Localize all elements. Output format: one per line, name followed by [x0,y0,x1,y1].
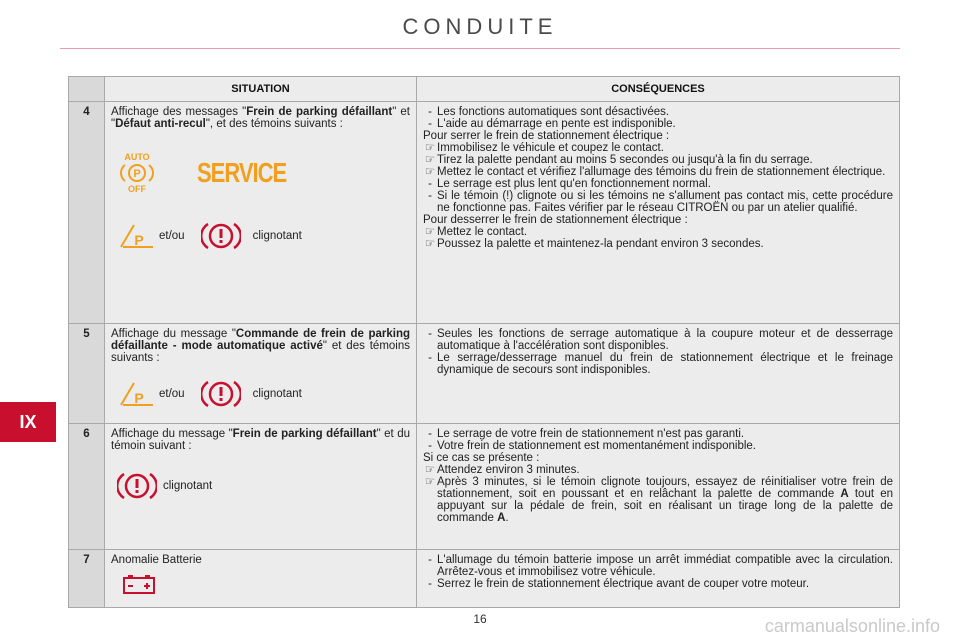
situation-cell [105,102,417,324]
table-row [69,324,900,424]
blinking-label: clignotant [252,388,302,400]
svg-text:P: P [134,390,144,406]
arrow-icon: ☞ [424,238,436,250]
list-item: - Les fonctions automatiques sont désactivées. [428,106,670,118]
warning-icons-row [117,470,410,502]
list-item: - Serrez le frein de stationnement électrique avant de couper votre moteur. [428,578,810,590]
title-divider [60,48,900,49]
auto-parking-brake-icon: AUTO P OFF [119,152,155,194]
blinking-label: clignotant [252,230,302,242]
row-number: 7 [69,550,105,608]
warning-icons-row [119,152,410,194]
list-item: ☞ Immobilisez le véhicule et coupez le contact. [424,142,664,154]
battery-icon [123,574,410,594]
svg-text:P: P [134,232,144,248]
brake-warning-icon [201,378,241,410]
situation-text: Affichage du message "Frein de parking défaillant" et du témoin suivant : [111,428,410,452]
list-item: - Si le témoin (!) clignote ou si les témoins ne s'allument pas contact mis, cette procédure ne fonctionne pas. Faites vérifier par le réseau CITROËN ou par un atelier qualifié. [428,190,893,214]
blinking-label: clignotant [163,480,213,492]
table-row [69,550,900,608]
sub-heading: Pour desserrer le frein de stationnement électrique : [423,214,688,226]
list-item: - Seules les fonctions de serrage automatique à la coupure moteur et de desserrage automatique à l'accélération sont disponibles. [428,328,893,352]
parking-brake-warning-icon [117,222,155,250]
situation-text: Anomalie Batterie [111,554,202,566]
list-item: ☞ Après 3 minutes, si le témoin clignote toujours, essayez de réinitialiser votre frein de stationnement, soit en poussant et en relâchant la palette de commande A tout en appuyant sur la pédale de frein, soit en réalisant un tirage long de la palette de commande A. [424,476,893,524]
header-number-cell [69,77,105,102]
arrow-icon: ☞ [424,226,436,238]
situation-cell [105,324,417,424]
svg-text:P: P [133,168,141,180]
list-item: ☞ Poussez la palette et maintenez-la pendant environ 3 secondes. [424,238,764,250]
situation-text: Affichage du message "Commande de frein de parking défaillante - mode automatique activé" et des témoins suivants : [111,328,410,364]
arrow-icon: ☞ [424,154,436,166]
page-title: CONDUITE [402,14,558,39]
list-item: - Le serrage de votre frein de stationnement n'est pas garanti. [428,428,745,440]
and-or-label: et/ou [159,230,185,242]
list-item: ☞ Tirez la palette pendant au moins 5 secondes ou jusqu'à la fin du serrage. [424,154,813,166]
brake-warning-icon [117,470,157,502]
chapter-tab: IX [0,402,56,442]
warning-icons-row [117,220,410,252]
list-item: - Le serrage est plus lent qu'en fonctionnement normal. [428,178,711,190]
list-item: ☞ Mettez le contact et vérifiez l'allumage des témoins du frein de stationnement électrique. [424,166,886,178]
warning-icons-row [117,378,410,410]
and-or-label: et/ou [159,388,185,400]
situation-text: Affichage des messages "Frein de parking défaillant" et "Défaut anti-recul", et des témoins suivants : [111,106,410,130]
list-item: - L'aide au démarrage en pente est indisponible. [428,118,676,130]
header-consequences: CONSÉQUENCES [417,77,900,102]
service-icon: SERVICE [197,156,287,188]
header-situation: SITUATION [105,77,417,102]
consequences-table [68,76,900,608]
list-item: - Le serrage/desserrage manuel du frein de stationnement électrique et le freinage dynamique de secours sont indisponibles. [428,352,893,376]
row-number: 6 [69,424,105,550]
table-header-row [69,77,900,102]
row-number: 5 [69,324,105,424]
consequences-cell [417,324,900,424]
watermark: carmanualsonline.info [764,616,940,636]
situation-cell [105,424,417,550]
parking-brake-warning-icon [117,380,155,408]
consequences-cell [417,424,900,550]
consequences-cell [417,550,900,608]
arrow-icon: ☞ [424,464,436,476]
arrow-icon: ☞ [424,142,436,154]
list-item: ☞ Attendez environ 3 minutes. [424,464,580,476]
table-row [69,102,900,324]
situation-cell [105,550,417,608]
brake-warning-icon [201,220,241,252]
page-number: 16 [473,612,487,626]
list-item: - Votre frein de stationnement est momentanément indisponible. [428,440,756,452]
sub-heading: Pour serrer le frein de stationnement électrique : [423,130,670,142]
arrow-icon: ☞ [424,476,436,488]
list-item: - L'allumage du témoin batterie impose un arrêt immédiat compatible avec la circulation. Arrêtez-vous et immobilisez votre véhicule. [428,554,893,578]
arrow-icon: ☞ [424,166,436,178]
row-number: 4 [69,102,105,324]
list-item: ☞ Mettez le contact. [424,226,528,238]
table-row [69,424,900,550]
sub-heading: Si ce cas se présente : [423,452,540,464]
consequences-cell [417,102,900,324]
